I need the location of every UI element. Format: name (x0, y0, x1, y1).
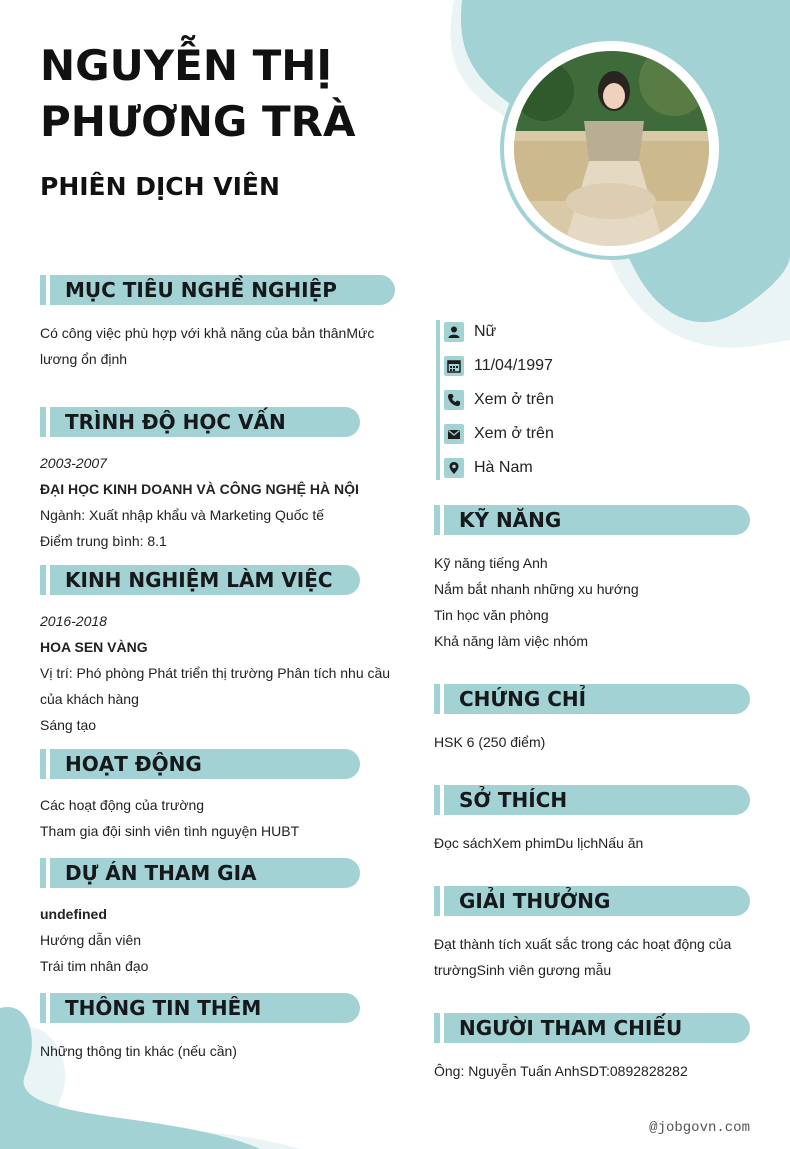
awards-line-1: Đạt thành tích xuất sắc trong các hoạt động của (434, 936, 732, 952)
info-phone (444, 388, 554, 412)
section-title-experience: KINH NGHIỆM LÀM VIỆC (65, 568, 333, 592)
candidate-name (40, 38, 460, 150)
education-block (40, 450, 420, 554)
section-header-references (434, 1013, 750, 1043)
info-dob (444, 354, 553, 378)
section-header-objective (40, 275, 395, 305)
section-header-certificates (434, 684, 750, 714)
project-line-2: Trái tim nhân đạo (40, 958, 149, 974)
section-header-more-info (40, 993, 360, 1023)
section-title-hobbies: SỞ THÍCH (459, 788, 568, 812)
info-divider (436, 320, 440, 480)
experience-line-2: của khách hàng (40, 691, 139, 707)
education-period: 2003-2007 (40, 455, 107, 471)
awards-line-2: trườngSinh viên gương mẫu (434, 962, 612, 978)
project-line-1: Hướng dẫn viên (40, 932, 142, 948)
section-header-activities (40, 749, 360, 779)
section-title-more-info: THÔNG TIN THÊM (65, 996, 262, 1020)
objective-line-1: Có công việc phù hợp với khả năng của bản thânMức (40, 325, 375, 341)
gender-value: Nữ (474, 323, 497, 340)
mail-icon (444, 424, 464, 444)
more-info-text: Những thông tin khác (nếu cần) (40, 1043, 237, 1059)
job-title: PHIÊN DỊCH VIÊN (40, 172, 280, 201)
email-value: Xem ở trên (474, 425, 554, 442)
activities-line-1: Các hoạt động của trường (40, 797, 205, 813)
person-icon (444, 322, 464, 342)
experience-period: 2016-2018 (40, 613, 107, 629)
skill-item: Nắm bắt nhanh những xu hướng (434, 581, 639, 597)
section-header-education (40, 407, 360, 437)
objective-line-2: lương ổn định (40, 351, 128, 367)
project-title: undefined (40, 906, 107, 922)
name-line-1: NGUYỄN THỊ (40, 41, 333, 90)
education-school: ĐẠI HỌC KINH DOANH VÀ CÔNG NGHỆ HÀ NỘI (40, 481, 359, 497)
info-gender (444, 320, 496, 344)
section-header-projects (40, 858, 360, 888)
skill-item: Kỹ năng tiếng Anh (434, 555, 548, 571)
section-header-awards (434, 886, 750, 916)
section-header-hobbies (434, 785, 750, 815)
address-value: Hà Nam (474, 459, 533, 476)
section-header-skills (434, 505, 750, 535)
experience-company: HOA SEN VÀNG (40, 639, 148, 655)
phone-value: Xem ở trên (474, 391, 554, 408)
education-major: Ngành: Xuất nhập khẩu và Marketing Quốc tế (40, 507, 325, 523)
experience-line-3: Sáng tạo (40, 717, 97, 733)
info-address (444, 456, 533, 480)
name-line-2: PHƯƠNG TRÀ (40, 97, 356, 146)
objective-text (40, 320, 400, 372)
skills-list (434, 550, 764, 654)
certificates-text: HSK 6 (250 điểm) (434, 734, 546, 750)
info-email (444, 422, 554, 446)
skill-item: Tin học văn phòng (434, 607, 549, 623)
experience-block (40, 608, 420, 738)
section-title-certificates: CHỨNG CHỈ (459, 687, 587, 711)
phone-icon (444, 390, 464, 410)
skill-item: Khả năng làm việc nhóm (434, 633, 589, 649)
projects-block (40, 901, 420, 979)
section-title-projects: DỰ ÁN THAM GIA (65, 861, 257, 885)
section-title-skills: KỸ NĂNG (459, 508, 562, 532)
location-icon (444, 458, 464, 478)
awards-block (434, 931, 764, 983)
profile-photo-frame (500, 37, 723, 260)
education-gpa: Điểm trung bình: 8.1 (40, 533, 167, 549)
references-text: Ông: Nguyễn Tuấn AnhSDT:0892828282 (434, 1063, 688, 1079)
section-title-awards: GIẢI THƯỞNG (459, 889, 611, 913)
dob-value: 11/04/1997 (474, 357, 553, 374)
footer-watermark: @jobgovn.com (649, 1120, 750, 1136)
section-title-objective: MỤC TIÊU NGHỀ NGHIỆP (65, 278, 337, 302)
section-title-activities: HOẠT ĐỘNG (65, 752, 202, 776)
hobbies-text: Đọc sáchXem phimDu lịchNấu ăn (434, 835, 644, 851)
section-header-experience (40, 565, 360, 595)
section-title-education: TRÌNH ĐỘ HỌC VẤN (65, 410, 286, 434)
activities-block (40, 792, 420, 844)
calendar-icon (444, 356, 464, 376)
experience-line-1: Vị trí: Phó phòng Phát triển thị trường Phân tích nhu cầu (40, 665, 391, 681)
profile-photo (514, 51, 709, 246)
activities-line-2: Tham gia đội sinh viên tình nguyện HUBT (40, 823, 300, 839)
section-title-references: NGƯỜI THAM CHIẾU (459, 1016, 683, 1040)
